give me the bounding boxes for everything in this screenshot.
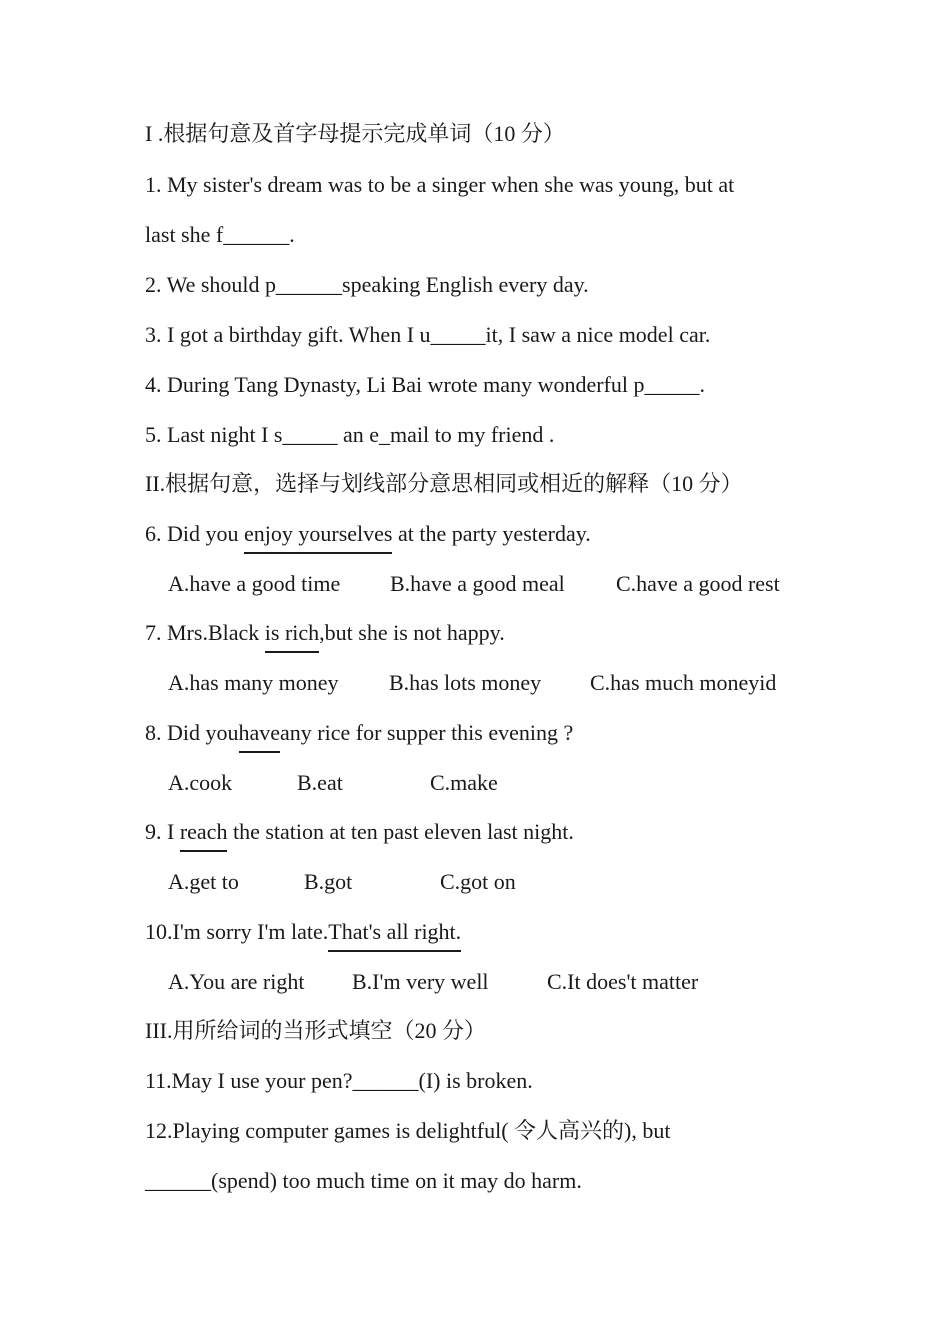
question-6-prefix: 6. Did you — [145, 521, 244, 546]
question-9-option-c: C.got on — [440, 869, 516, 894]
question-10-prefix: 10.I'm sorry I'm late. — [145, 919, 329, 944]
question-9-suffix: the station at ten past eleven last night. — [227, 819, 574, 844]
question-8-option-b: B.eat — [297, 770, 343, 795]
question-1-line-1: 1. My sister's dream was to be a singer when she was young, but at — [145, 172, 735, 197]
question-6-underlined: enjoy yourselves — [244, 521, 393, 546]
question-10-option-b: B.I'm very well — [352, 969, 489, 994]
question-2: 2. We should p______speaking English every day. — [145, 272, 589, 297]
question-6-option-c: C.have a good rest — [616, 571, 780, 596]
question-10-underlined: That's all right. — [328, 919, 462, 944]
question-8-underlined: have — [238, 720, 281, 745]
question-7 — [145, 619, 505, 647]
question-3: 3. I got a birthday gift. When I u_____it, I saw a nice model car. — [145, 322, 711, 347]
question-6-suffix: at the party yesterday. — [392, 521, 591, 546]
question-7-option-b: B.has lots money — [389, 670, 542, 695]
question-4: 4. During Tang Dynasty, Li Bai wrote many wonderful p_____. — [145, 372, 705, 397]
question-1-line-2: last she f______. — [145, 222, 295, 247]
question-7-suffix: ,but she is not happy. — [319, 620, 505, 645]
question-10-option-a: A.You are right — [168, 969, 305, 994]
question-6-option-b: B.have a good meal — [390, 571, 565, 596]
question-7-option-a: A.has many money — [168, 670, 339, 695]
question-8 — [145, 719, 573, 747]
question-9-underlined: reach — [179, 819, 228, 844]
question-8-prefix: 8. Did you — [145, 720, 239, 745]
question-7-prefix: 7. Mrs.Black — [145, 620, 265, 645]
question-8-option-a: A.cook — [168, 770, 233, 795]
section-3-heading: III.用所给词的当形式填空（20 分） — [145, 1018, 486, 1043]
question-5: 5. Last night I s_____ an e_mail to my friend . — [145, 422, 555, 447]
question-6 — [145, 520, 591, 548]
question-9-option-b: B.got — [304, 869, 353, 894]
question-8-suffix: any rice for supper this evening ? — [280, 720, 574, 745]
section-2-heading: II.根据句意，选择与划线部分意思相同或相近的解释（10 分） — [145, 471, 743, 496]
question-8-option-c: C.make — [430, 770, 498, 795]
question-11: 11.May I use your pen?______(I) is broken. — [145, 1068, 533, 1093]
question-12-line-1: 12.Playing computer games is delightful( 令人高兴的), but — [145, 1118, 671, 1143]
question-10-option-c: C.It does't matter — [547, 969, 699, 994]
question-7-underlined: is rich — [264, 620, 320, 645]
question-6-option-a: A.have a good time — [168, 571, 341, 596]
question-7-option-c: C.has much moneyid — [590, 670, 777, 695]
question-9-prefix: 9. I — [145, 819, 180, 844]
question-12-line-2: ______(spend) too much time on it may do harm. — [145, 1168, 582, 1193]
section-1-heading: I .根据句意及首字母提示完成单词（10 分） — [145, 121, 565, 146]
question-10 — [145, 918, 461, 946]
question-9-option-a: A.get to — [168, 869, 239, 894]
question-9 — [145, 818, 574, 846]
